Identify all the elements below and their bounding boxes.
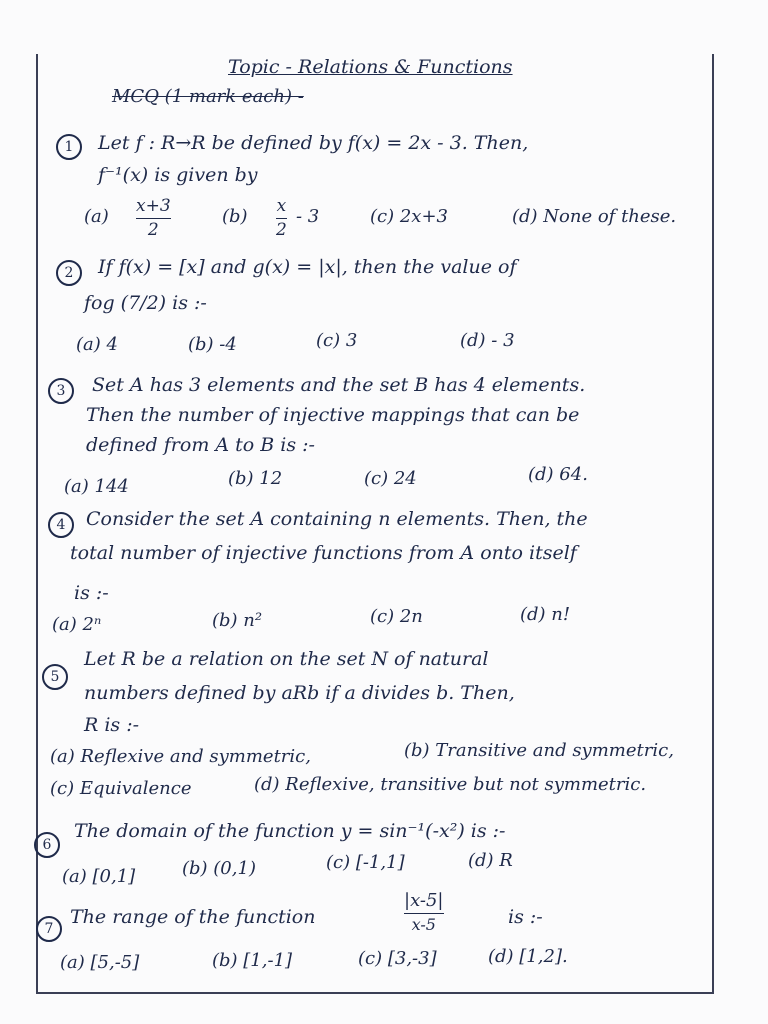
q7-option-a: (a) [5,-5] [60, 952, 140, 973]
question-number-1: 1 [56, 134, 82, 160]
q7-option-b: (b) [1,-1] [212, 950, 293, 971]
q1-option-b-fraction [276, 198, 287, 240]
q6-option-d: (d) R [468, 850, 513, 871]
section-heading: MCQ (1 mark each) - [112, 86, 304, 107]
q4-option-c: (c) 2n [370, 606, 423, 627]
q7-expression-fraction [404, 892, 444, 934]
question-number-7: 7 [36, 916, 62, 942]
q6-option-b: (b) (0,1) [182, 858, 256, 879]
q2-option-c: (c) 3 [316, 330, 358, 351]
q4-option-a: (a) 2ⁿ [52, 614, 102, 635]
q1-option-d: (d) None of these. [512, 206, 677, 227]
question-2-line-1: If f(x) = [x] and g(x) = |x|, then the value of [98, 256, 517, 278]
q4-option-b: (b) n² [212, 610, 263, 631]
topic-heading: Topic - Relations & Functions [228, 56, 513, 78]
q2-option-a: (a) 4 [76, 334, 118, 355]
question-number-6: 6 [34, 832, 60, 858]
q7-option-c: (c) [3,-3] [358, 948, 437, 969]
question-5-line-1: Let R be a relation on the set N of natural [84, 648, 489, 670]
q1-option-a-label: (a) [84, 206, 109, 227]
question-7-line-1: The range of the function [70, 906, 316, 928]
question-4-line-2: total number of injective functions from A onto itself [70, 542, 577, 564]
q7-fraction-denominator: x-5 [411, 914, 436, 934]
question-7-line-2: is :- [508, 906, 543, 928]
q2-option-d: (d) - 3 [460, 330, 515, 351]
q6-option-a: (a) [0,1] [62, 866, 136, 887]
q1-option-a-denominator: 2 [147, 219, 159, 240]
q1-option-b-label: (b) [222, 206, 248, 227]
question-5-line-3: R is :- [84, 714, 140, 736]
question-number-5: 5 [42, 664, 68, 690]
question-1-line-1: Let f : R→R be defined by f(x) = 2x - 3. Then, [98, 132, 529, 154]
q5-option-a: (a) Reflexive and symmetric, [50, 746, 311, 767]
question-number-4: 4 [48, 512, 74, 538]
q4-option-d: (d) n! [520, 604, 571, 625]
q3-option-c: (c) 24 [364, 468, 417, 489]
q1-option-a-fraction [136, 198, 171, 240]
question-3-line-3: defined from A to B is :- [86, 434, 315, 456]
question-4-line-3: is :- [74, 582, 109, 604]
question-3-line-2: Then the number of injective mappings that can be [86, 404, 580, 426]
question-4-line-1: Consider the set A containing n elements. Then, the [86, 508, 588, 530]
q5-option-b: (b) Transitive and symmetric, [404, 740, 674, 761]
q5-option-d: (d) Reflexive, transitive but not symmetric. [254, 774, 647, 795]
q1-option-b-denominator: 2 [276, 219, 287, 240]
question-1-line-2: f⁻¹(x) is given by [98, 164, 258, 186]
question-2-line-2: fog (7/2) is :- [84, 292, 207, 314]
question-3-line-1: Set A has 3 elements and the set B has 4 elements. [92, 374, 586, 396]
question-number-3: 3 [48, 378, 74, 404]
q3-option-a: (a) 144 [64, 476, 129, 497]
q3-option-b: (b) 12 [228, 468, 283, 489]
q5-option-c: (c) Equivalence [50, 778, 192, 799]
q3-option-d: (d) 64. [528, 464, 588, 485]
q7-fraction-numerator: |x-5| [404, 890, 444, 911]
question-6-line-1: The domain of the function y = sin⁻¹(-x²) is :- [74, 820, 506, 842]
q1-option-a-numerator: x+3 [136, 196, 171, 216]
q2-option-b: (b) -4 [188, 334, 237, 355]
question-5-line-2: numbers defined by aRb if a divides b. Then, [84, 682, 515, 704]
q1-option-b-rest: - 3 [296, 206, 320, 227]
q1-option-c: (c) 2x+3 [370, 206, 448, 227]
question-number-2: 2 [56, 260, 82, 286]
q7-option-d: (d) [1,2]. [488, 946, 568, 967]
q1-option-b-numerator: x [276, 196, 287, 216]
q6-option-c: (c) [-1,1] [326, 852, 405, 873]
